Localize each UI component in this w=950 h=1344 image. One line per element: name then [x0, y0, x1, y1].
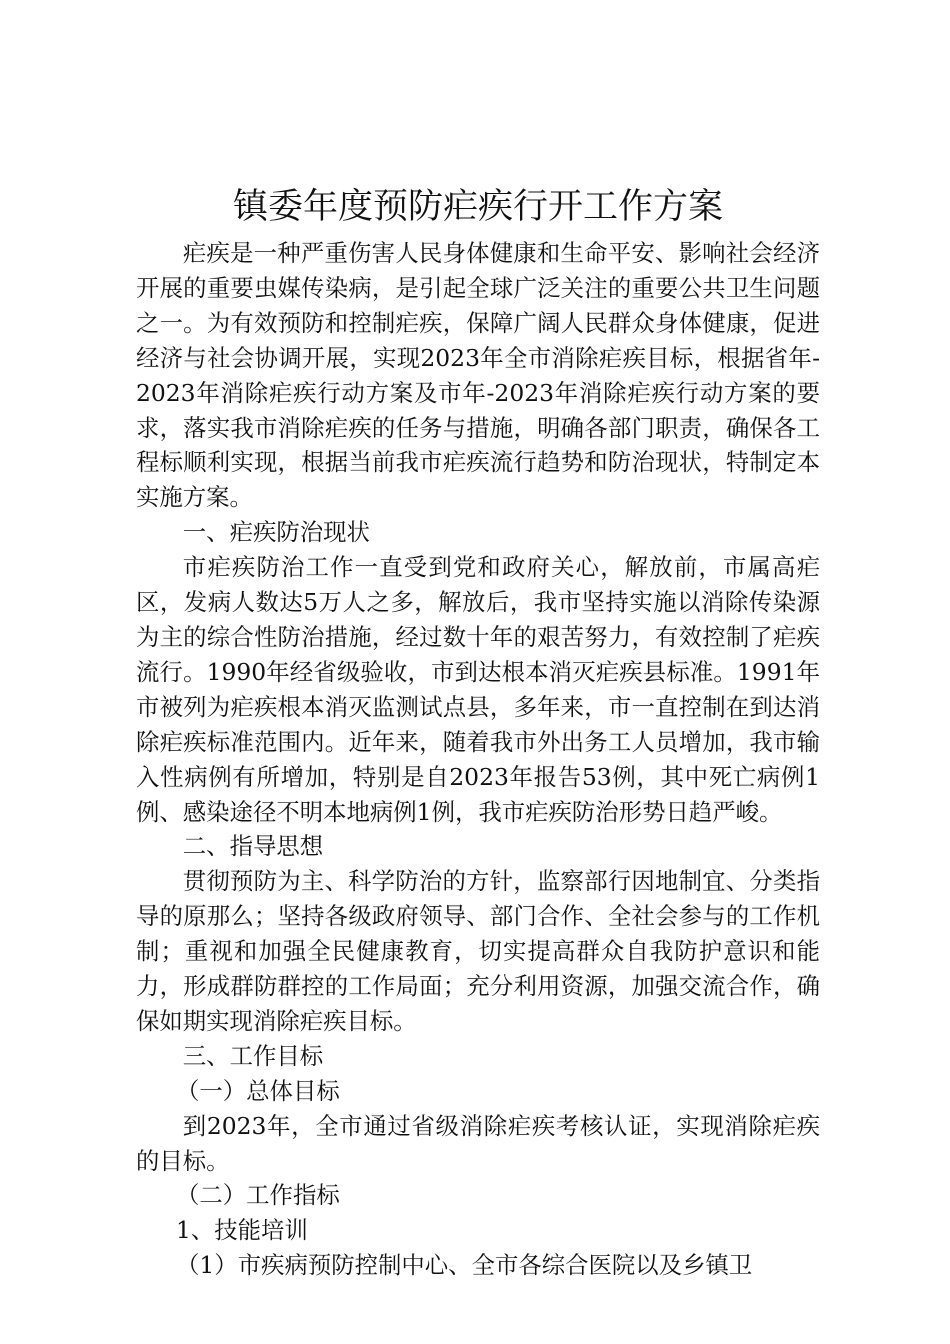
subsection-body-overall-goal: 到2023年，全市通过省级消除疟疾考核认证，实现消除疟疾的目标。: [136, 1111, 820, 1175]
document-title: 镇委年度预防疟疾行开工作方案: [232, 187, 723, 227]
section-heading-work-goals: 三、工作目标: [182, 1041, 324, 1070]
section-heading-status: 一、疟疾防治现状: [182, 518, 370, 547]
subsection-heading-work-indicators: （二）工作指标: [176, 1181, 340, 1210]
item-heading-skills-training: 1、技能培训: [176, 1216, 308, 1245]
section-heading-guiding-thought: 二、指导思想: [182, 832, 324, 861]
document-page: [136, 182, 820, 1283]
intro-paragraph: 疟疾是一种严重伤害人民身体健康和生命平安、影响社会经济开展的重要虫媒传染病，是引起全球广泛关注的重要公共卫生问题之一。为有效预防和控制疟疾，保障广阔人民群众身体健康，促进经济与社会协调开展，实现2023年全市消除疟疾目标，根据省年-2023年消除疟疾行动方案及市年-2023年消除疟疾行动方案的要求，落实我市消除疟疾的任务与措施，明确各部门职责，确保各工程标顺利实现，根据当前我市疟疾流行趋势和防治现状，特制定本实施方案。: [136, 239, 820, 512]
section-body-status: 市疟疾防治工作一直受到党和政府关心，解放前，市属高疟区，发病人数达5万人之多，解放后，我市坚持实施以消除传染源为主的综合性防治措施，经过数十年的艰苦努力，有效控制了疟疾流行。1990年经省级验收，市到达根本消灭疟疾县标准。1991年市被列为疟疾根本消灭监测试点县，多年来，市一直控制在到达消除疟疾标准范围内。近年来，随着我市外出务工人员增加，我市输入性病例有所增加，特别是自2023年报告53例，其中死亡病例1例、感染途径不明本地病例1例，我市疟疾防治形势日趋严峻。: [136, 553, 820, 826]
item-body-skills-training: （1）市疾病预防控制中心、全市各综合医院以及乡镇卫: [176, 1251, 753, 1280]
subsection-heading-overall-goal: （一）总体目标: [176, 1076, 340, 1105]
section-body-guiding-thought: 贯彻预防为主、科学防治的方针，监察部行因地制宜、分类指导的原那么；坚持各级政府领导、部门合作、全社会参与的工作机制；重视和加强全民健康教育，切实提高群众自我防护意识和能力，形成群防群控的工作局面；充分利用资源，加强交流合作，确保如期实现消除疟疾目标。: [136, 867, 820, 1035]
